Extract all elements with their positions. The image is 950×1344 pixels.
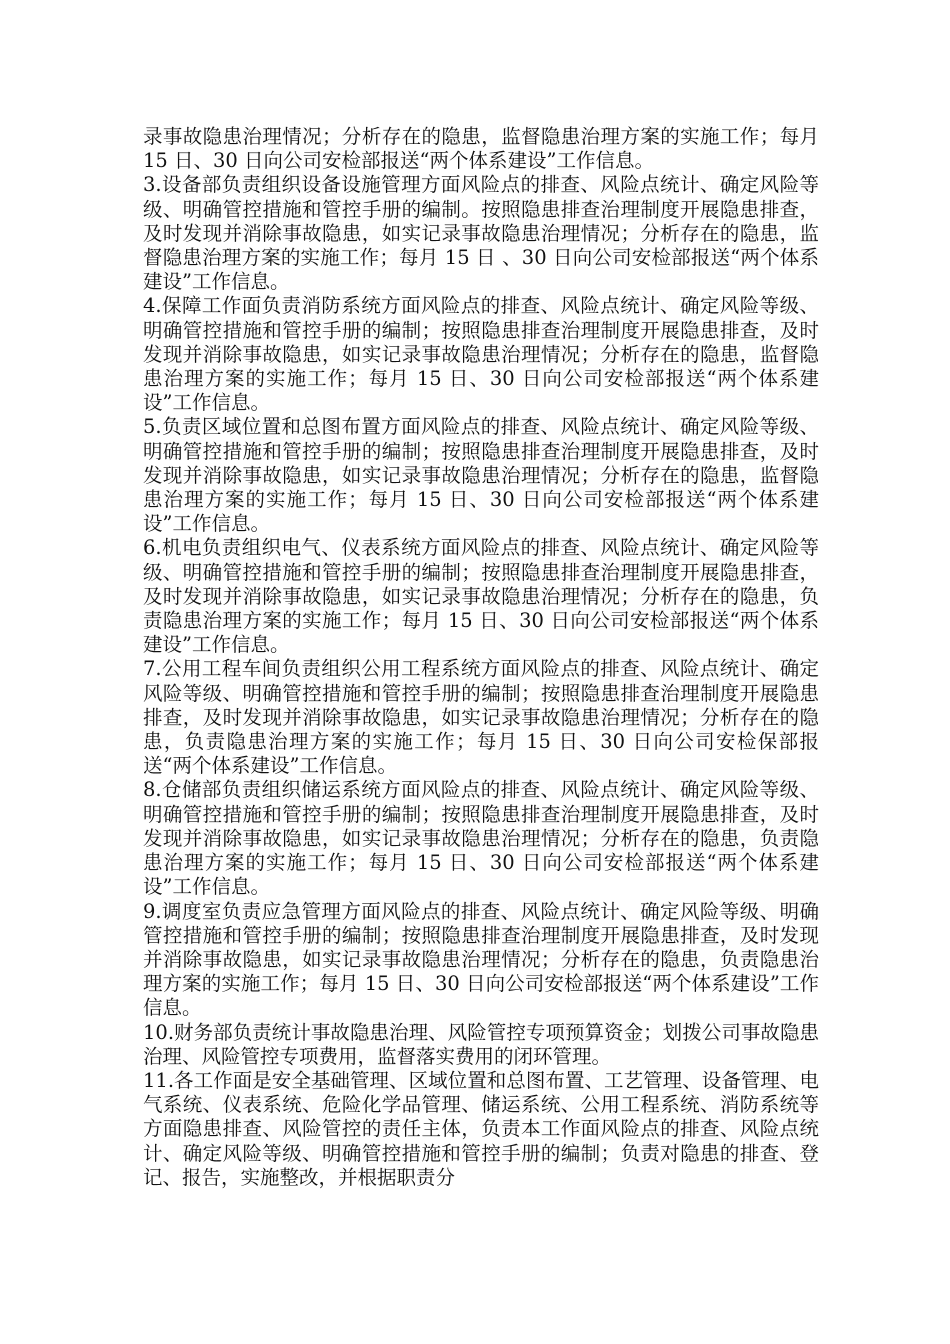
paragraph-item-8: 8.仓储部负责组织储运系统方面风险点的排查、风险点统计、确定风险等级、明确管控措施和管控手册的编制；按照隐患排查治理制度开展隐患排查，及时发现并消除事故隐患，如实记录事故隐患治理情况；分析存在的隐患，负责隐患治理方案的实施工作；每月 15 日、30 日向公司安检部报送“两个体系建设”工作信息。	[143, 778, 819, 899]
paragraph-item-3: 3.设备部负责组织设备设施管理方面风险点的排查、风险点统计、确定风险等级、明确管控措施和管控手册的编制。按照隐患排查治理制度开展隐患排查，及时发现并消除事故隐患，如实记录事故隐患治理情况；分析存在的隐患，监督隐患治理方案的实施工作；每月 15 日 、30 日向公司安检部报送“两个体系建设”工作信息。	[143, 173, 819, 294]
paragraph-item-4: 4.保障工作面负责消防系统方面风险点的排查、风险点统计、确定风险等级、明确管控措施和管控手册的编制；按照隐患排查治理制度开展隐患排查，及时发现并消除事故隐患，如实记录事故隐患治理情况；分析存在的隐患，监督隐患治理方案的实施工作；每月 15 日、30 日向公司安检部报送“两个体系建设”工作信息。	[143, 294, 819, 415]
document-body	[143, 125, 819, 1190]
paragraph-continuation: 录事故隐患治理情况；分析存在的隐患，监督隐患治理方案的实施工作；每月 15 日、30 日向公司安检部报送“两个体系建设”工作信息。	[143, 125, 819, 173]
paragraph-item-6: 6.机电负责组织电气、仪表系统方面风险点的排查、风险点统计、确定风险等级、明确管控措施和管控手册的编制；按照隐患排查治理制度开展隐患排查，及时发现并消除事故隐患，如实记录事故隐患治理情况；分析存在的隐患，负责隐患治理方案的实施工作；每月 15 日、30 日向公司安检部报送“两个体系建设”工作信息。	[143, 536, 819, 657]
paragraph-item-5: 5.负责区域位置和总图布置方面风险点的排查、风险点统计、确定风险等级、明确管控措施和管控手册的编制；按照隐患排查治理制度开展隐患排查，及时发现并消除事故隐患，如实记录事故隐患治理情况；分析存在的隐患，监督隐患治理方案的实施工作；每月 15 日、30 日向公司安检部报送“两个体系建设”工作信息。	[143, 415, 819, 536]
paragraph-item-10: 10.财务部负责统计事故隐患治理、风险管控专项预算资金；划拨公司事故隐患治理、风险管控专项费用，监督落实费用的闭环管理。	[143, 1020, 819, 1068]
paragraph-item-11: 11.各工作面是安全基础管理、区域位置和总图布置、工艺管理、设备管理、电气系统、仪表系统、危险化学品管理、储运系统、公用工程系统、消防系统等方面隐患排查、风险管控的责任主体，负责本工作面风险点的排查、风险点统计、确定风险等级、明确管控措施和管控手册的编制；负责对隐患的排查、登记、报告，实施整改，并根据职责分	[143, 1068, 819, 1189]
paragraph-item-9: 9.调度室负责应急管理方面风险点的排查、风险点统计、确定风险等级、明确管控措施和管控手册的编制；按照隐患排查治理制度开展隐患排查，及时发现并消除事故隐患，如实记录事故隐患治理情况；分析存在的隐患，负责隐患治理方案的实施工作；每月 15 日、30 日向公司安检部报送“两个体系建设”工作信息。	[143, 899, 819, 1020]
paragraph-item-7: 7.公用工程车间负责组织公用工程系统方面风险点的排查、风险点统计、确定风险等级、明确管控措施和管控手册的编制；按照隐患排查治理制度开展隐患排查，及时发现并消除事故隐患，如实记录事故隐患治理情况；分析存在的隐患，负责隐患治理方案的实施工作；每月 15 日、30 日向公司安检保部报送“两个体系建设”工作信息。	[143, 657, 819, 778]
